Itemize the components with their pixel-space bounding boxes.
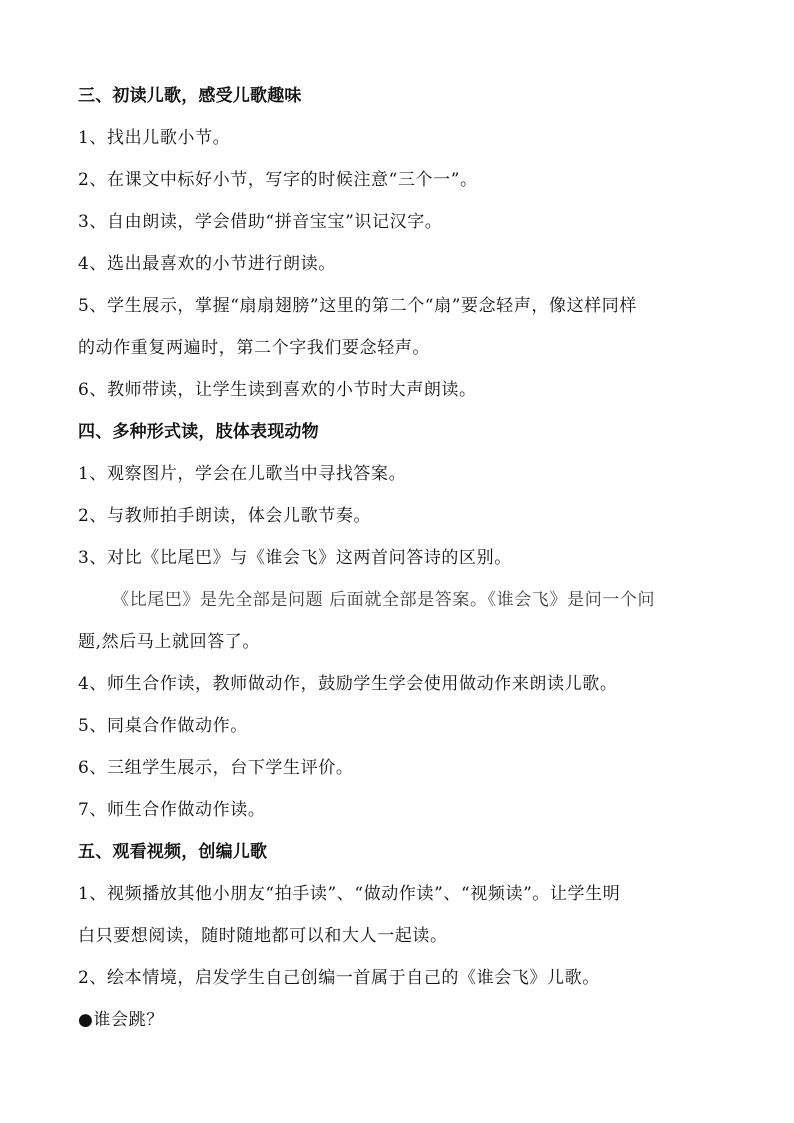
section-4-item-6: 6、三组学生展示，台下学生评价。 (78, 758, 354, 778)
section-4-item-3: 3、对比《比尾巴》与《谁会飞》这两首问答诗的区别。 (78, 548, 512, 568)
section-4-item-4: 4、师生合作读，教师做动作，鼓励学生学会使用做动作来朗读儿歌。 (78, 674, 618, 694)
section-5-item-1-continued: 白只要想阅读，随时随地都可以和大人一起读。 (78, 926, 448, 946)
section-4-note-line-2: 题,然后马上就回答了。 (78, 632, 261, 652)
section-3-item-2: 2、在课文中标好小节，写字的时候注意“三个一”。 (78, 170, 478, 190)
section-4-item-5: 5、同桌合作做动作。 (78, 716, 248, 736)
section-5-item-2: 2、绘本情境，启发学生自己创编一首属于自己的《谁会飞》儿歌。 (78, 968, 600, 988)
section-4-note-line-1: 《比尾巴》是先全部是问题 后面就全部是答案。《谁会飞》是问一个问 (112, 590, 656, 610)
section-4-item-1: 1、观察图片，学会在儿歌当中寻找答案。 (78, 464, 407, 484)
bullet-item: ●谁会跳？ (78, 1010, 164, 1030)
section-4-item-7: 7、师生合作做动作读。 (78, 800, 266, 820)
section-3-item-3: 3、自由朗读，学会借助“拼音宝宝”识记汉字。 (78, 212, 443, 232)
section-4-item-2: 2、与教师拍手朗读，体会儿歌节奏。 (78, 506, 372, 526)
section-3-item-1: 1、找出儿歌小节。 (78, 128, 231, 148)
section-3-item-5-continued: 的动作重复两遍时，第二个字我们要念轻声。 (78, 338, 430, 358)
section-5-heading: 五、观看视频，创编儿歌 (78, 842, 268, 862)
section-3-item-6: 6、教师带读，让学生读到喜欢的小节时大声朗读。 (78, 380, 477, 400)
section-5-item-1: 1、视频播放其他小朋友“拍手读”、“做动作读”、“视频读”。让学生明 (78, 884, 621, 904)
section-4-heading: 四、多种形式读，肢体表现动物 (78, 422, 319, 442)
section-3-heading: 三、初读儿歌，感受儿歌趣味 (78, 86, 302, 106)
section-3-item-5: 5、学生展示，掌握“扇扇翅膀”这里的第二个“扇”要念轻声，像这样同样 (78, 296, 637, 316)
section-3-item-4: 4、选出最喜欢的小节进行朗读。 (78, 254, 336, 274)
